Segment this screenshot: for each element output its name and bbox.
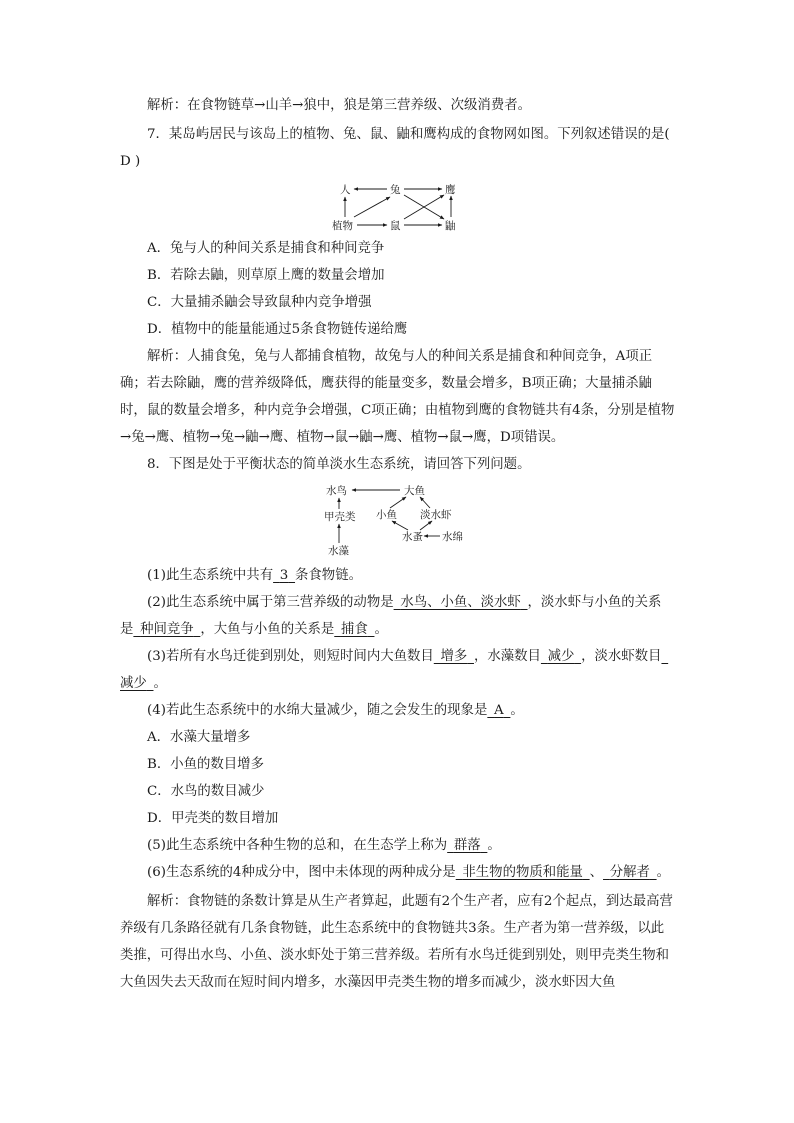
q6-analysis: 解析：在食物链草→山羊→狼中，狼是第三营养级、次级消费者。: [147, 98, 531, 113]
q8-s2-answer3-value: 捕食: [340, 622, 368, 637]
arrow-zhiwu-tu: [354, 197, 390, 217]
node-xiaoyu: 小鱼: [376, 509, 397, 521]
q8-s4-answer-value: A: [494, 703, 504, 718]
q8-sub4: [120, 697, 676, 724]
q8-s2-text: (2)此生态系统中属于第三营养级的动物是: [147, 595, 394, 610]
q8-s2-mid1: ，淡水虾与小鱼的关系是: [120, 595, 662, 637]
node-shuizao: 水藻: [328, 545, 349, 557]
q8-s2-tail: 。: [374, 622, 388, 637]
node-dayu: 大鱼: [404, 485, 425, 497]
q8-s5-text: (5)此生态系统中各种生物的总和，在生态学上称为: [147, 838, 448, 853]
arrow-danshuixia-dayu: [420, 497, 430, 508]
q8-s3-text: (3)若所有水鸟迁徙到别处，则短时间内大鱼数目: [147, 649, 434, 664]
q8-s3-mid2: ，淡水虾数目: [581, 649, 662, 664]
q8-s3-answer1: [434, 649, 474, 664]
node-you: 鼬: [445, 220, 456, 232]
arrow-xiaoyu-dayu: [390, 497, 406, 508]
q8-s4-text: (4)若此生态系统中的水绵大量减少，随之会发生的现象是: [147, 703, 488, 718]
node-ren: 人: [340, 184, 351, 196]
q8-s2-mid2: ，大鱼与小鱼的关系是: [200, 622, 335, 637]
q8-option-a: A．水藻大量增多: [147, 730, 251, 745]
q8-sub5: [120, 832, 676, 859]
node-jiakelei: 甲壳类: [324, 511, 356, 523]
q8-option-c: C．水鸟的数目减少: [147, 784, 265, 799]
q8-s2-answer2: [133, 622, 200, 637]
node-shuiniao: 水鸟: [326, 485, 347, 497]
q8-s1-answer: [273, 568, 295, 583]
q8-s3-tail: 。: [153, 676, 167, 691]
q8-s3-answer3-value: 减少: [120, 676, 147, 691]
q8-s6-tail: 。: [656, 865, 670, 880]
q8-s1-answer-value: 3: [279, 568, 289, 583]
q8-s4-tail: 。: [510, 703, 524, 718]
q8-s2-answer3: [334, 622, 374, 637]
q8-s6-answer2-value: 分解者: [609, 865, 650, 880]
q7-analysis: 解析：人捕食兔，兔与人都捕食植物，故兔与人的种间关系是捕食和种间竞争，A项正确；若去除鼬，鹰的营养级降低，鹰获得的能量变多，数量会增多，B项正确；大量捕杀鼬时，鼠的数量会增多，种内竞争会增强，C项正确；由植物到鹰的食物链共有4条，分别是植物→兔→鹰、植物→兔→鼬→鹰、植物→鼠→鼬→鹰、植物→鼠→鹰，D项错误。: [120, 349, 675, 445]
q8-s3-answer2: [541, 649, 581, 664]
q8-s1-text: (1)此生态系统中共有: [147, 568, 274, 583]
q8-sub6: [120, 859, 676, 886]
food-web-diagram-q7: [332, 179, 464, 233]
q7-option-b: B．若除去鼬，则草原上鹰的数量会增加: [147, 268, 385, 283]
node-shu: 鼠: [390, 220, 401, 232]
q8-s3-answer1-value: 增多: [440, 649, 468, 664]
q7-option-d: D．植物中的能量能通过5条食物链传递给鹰: [147, 322, 408, 337]
q8-s6-text: (6)生态系统的4种成分中，图中未体现的两种成分是: [147, 865, 456, 880]
node-zhiwu: 植物: [332, 220, 353, 232]
q8-s6-answer1: [456, 865, 590, 880]
q8-s5-answer-value: 群落: [453, 838, 481, 853]
node-shuimian: 水绵: [442, 531, 463, 543]
q8-s6-answer1-value: 非生物的物质和能量: [462, 865, 583, 880]
q8-s6-mid: 、: [589, 865, 604, 880]
q8-s2-answer2-value: 种间竞争: [140, 622, 194, 637]
q8-sub2: [120, 589, 676, 643]
node-danshuixia: 淡水虾: [420, 509, 452, 521]
q8-s5-tail: 。: [487, 838, 501, 853]
q7-option-c: C．大量捕杀鼬会导致鼠种内竞争增强: [147, 295, 372, 310]
q8-s5-answer: [447, 838, 487, 853]
node-tu: 兔: [390, 184, 401, 196]
q8-s4-answer: [487, 703, 510, 718]
q8-sub3: [120, 643, 676, 697]
content-column: [120, 92, 676, 996]
arrow-shuiyun-xiaoyu: [392, 521, 408, 530]
q8-sub1: [120, 562, 676, 589]
q8-analysis: 解析：食物链的条数计算是从生产者算起，此题有2个生产者，应有2个起点，到达最高营养级有几条路径就有几条食物链，此生态系统中的食物链共3条。生产者为第一营养级，以此类推，可得出水鸟、小鱼、淡水虾处于第三营养级。若所有水鸟迁徙到别处，则甲壳类生物和大鱼因失去天敌而在短时间内增多，水藻因甲壳类生物的增多而减少，淡水虾因大鱼: [120, 894, 673, 990]
q8-s3-answer2-value: 减少: [547, 649, 575, 664]
q8-s2-answer1-value: 水鸟、小鱼、淡水虾: [400, 595, 521, 610]
q8-option-d: D．甲壳类的数目增加: [147, 811, 279, 826]
q7-stem: 7．某岛屿居民与该岛上的植物、兔、鼠、鼬和鹰构成的食物网如图。下列叙述错误的是( D ): [120, 127, 670, 169]
q8-s2-answer1: [394, 595, 528, 610]
q8-s3-mid1: ，水藻数目: [473, 649, 541, 664]
q8-s6-answer2: [603, 865, 657, 880]
q7-option-a: A．兔与人的种间关系是捕食和种间竞争: [147, 241, 385, 256]
q8-s1-tail: 条食物链。: [295, 568, 362, 583]
q8-stem: 8．下图是处于平衡状态的简单淡水生态系统，请回答下列问题。: [147, 457, 531, 472]
food-web-diagram-q8: [324, 482, 472, 558]
q8-option-b: B．小鱼的数目增多: [147, 757, 264, 772]
node-shuiyun: 水蚤: [402, 531, 423, 543]
node-ying: 鹰: [445, 184, 456, 196]
arrow-shuiyun-danshuixia: [420, 521, 432, 530]
